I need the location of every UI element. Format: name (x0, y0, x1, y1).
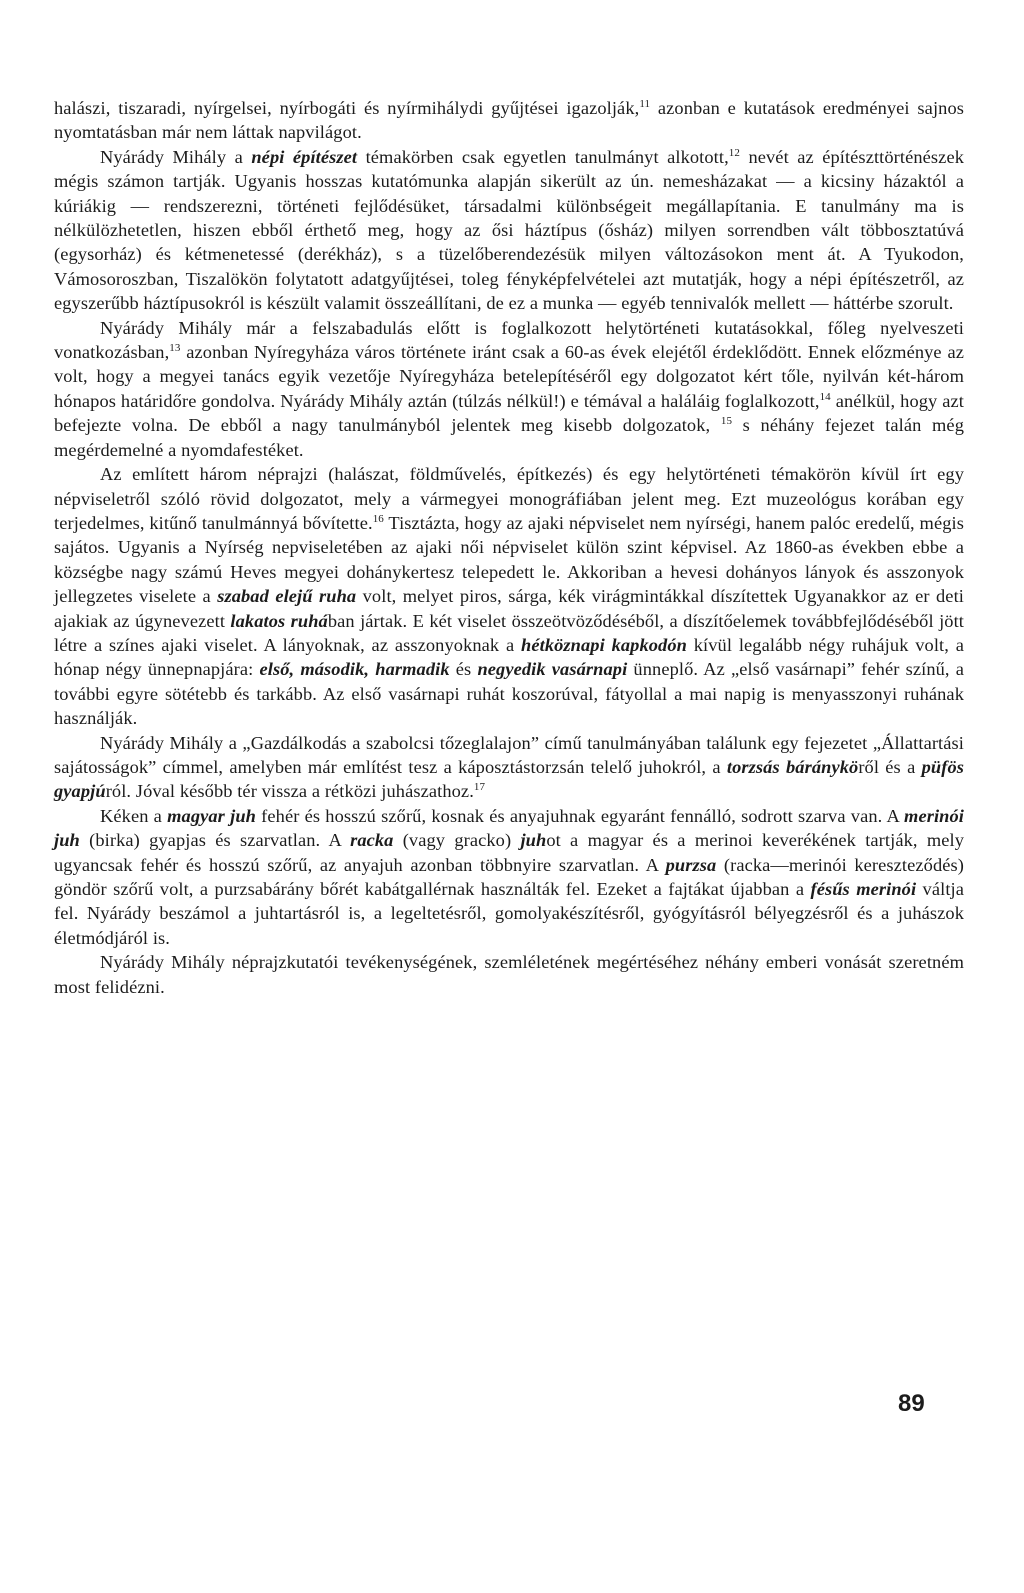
text-run: anélkül, hogy azt befejezte volna. De ebből a nagy tanulmányból jelentek meg kisebb dolgozatok, (54, 390, 964, 436)
text-run: váltja fel. Nyárády beszámol a juhtartásról is, a legeltetésről, gomolyakészítésről, gyógyításról bélyegzésről és a juhászok életmódjáról is. (54, 879, 964, 948)
italic-term: magyar juh (167, 805, 256, 826)
text-run: Nyárády Mihály a (100, 146, 252, 167)
text-run: halászi, tiszaradi, nyírgelsei, nyírbogáti és nyírmihálydi gyűjtései igazolják, (54, 98, 640, 118)
paragraph (54, 950, 964, 999)
footnote-marker: 17 (473, 781, 486, 794)
italic-term: torzsás báránykö (726, 756, 859, 777)
text-run: s néhány fejezet talán még megérdemelné a nyomdafestéket. (54, 415, 964, 460)
text-run: ről és a (858, 756, 922, 777)
footnote-marker: 16 (372, 512, 384, 525)
text-run: kívül legalább négy ruhájuk volt, a hónap négy ünnepnapjára: (54, 634, 964, 680)
italic-term: negyedik vasárnapi (477, 659, 628, 680)
text-run: ban jártak. E két viselet összeötvöződéséből, a díszítőelemek továbbfejlődéséből jött létre a színes ajaki viselet. A lányoknak, az asszonyoknak a (54, 610, 964, 655)
italic-term: racka (350, 830, 394, 851)
text-run: ról. Jóval később tér vissza a rétközi juhászathoz. (105, 781, 474, 802)
paragraph (54, 316, 964, 462)
italic-term: első, második, harmadik (259, 659, 450, 680)
footnote-marker: 12 (728, 146, 740, 159)
text-run: ot a magyar és a merinoi keverékének tartják, mely ugyancsak fehér és hosszú szőrű, az anyajuh azonban többnyire szarvatlan. A (54, 830, 964, 875)
text-run: Nyárády Mihály a „Gazdálkodás a szabolcsi tőzeglalajon” című tanulmányában találunk egy fejezetet „Állattartási sajátosságok” címmel, amelyben már említést tesz a káposztástorzsán telelő juhokról, a (54, 732, 964, 777)
footnote-marker: 11 (639, 97, 651, 110)
text-run: volt, melyet piros, sárga, kék virágmintákkal díszítettek Ugyanakkor az er deti ajakiak az úgynevezett (54, 586, 964, 631)
footnote-marker: 15 (720, 415, 733, 428)
paragraph (54, 145, 964, 316)
text-run: (racka—merinói kereszteződés) göndör szőrű volt, a purzsabárány bőrét kabátgallérnak használták fel. Ezeket a fajtákat újabban a (54, 854, 965, 899)
italic-term: népi építészet (251, 146, 358, 167)
italic-term: fésűs merinói (810, 879, 917, 899)
paragraph (54, 804, 964, 950)
text-run: (vagy gracko) (393, 830, 521, 851)
body-text (54, 96, 964, 999)
italic-term: püfös gyapjú (54, 756, 964, 802)
paragraph (54, 462, 964, 730)
italic-term: lakatos ruhá (230, 610, 328, 631)
italic-term: purzsa (665, 854, 717, 875)
text-run: Tisztázta, hogy az ajaki népviselet nem nyírségi, hanem palóc eredelű, mégis sajátos. Ugyanis a Nyírség nepviseletében az ajaki női népviselet külön szint képvisel. Az 1860-as években ebbe a községbe nagy számú Heves megyei dohánykertesz telepedett le. Akkoriban a hevesi dohányos lányok és asszonyok jellegzetes viselete a (54, 512, 964, 607)
paragraph (54, 731, 964, 804)
text-run: azonban Nyíregyháza város története iránt csak a 60-as évek elejétől érdeklődött. Ennek előzménye az volt, hogy a megyei tanács egyik vezetője Nyíregyháza betelepítéséről egy dolgozatot kért tőle, nyilván két-három hónapos határidőre gondolva. Nyárády Mihály aztán (túlzás nélkül!) e témával a haláláig foglalkozott, (54, 342, 964, 411)
text-run: Az említett három néprajzi (halászat, földművelés, építkezés) és egy helytörténeti témakörön kívül írt egy népviseletről szóló rövid dolgozatot, mely a vármegyei monográfiában jelent meg. Ezt muzeológus korában egy terjedelmes, kitűnő tanulmánnyá bővítette. (54, 464, 964, 533)
footnote-marker: 13 (169, 341, 181, 354)
text-run: Nyárády Mihály már a felszabadulás előtt is foglalkozott helytörténeti kutatásokkal, főleg nyelveszeti vonatkozásban, (54, 317, 964, 363)
footnote-marker: 14 (819, 390, 831, 403)
text-run: témakörben csak egyetlen tanulmányt alkotott, (357, 146, 729, 167)
text-run: (birka) gyapjas és szarvatlan. A (79, 830, 351, 851)
italic-term: juh (520, 830, 547, 851)
text-run: és (449, 659, 478, 680)
text-run: ünneplő. Az „első vasárnapi” fehér színű, a további egyre sötétebb és tarkább. Az első vasárnapi ruhát koszorúval, fátyollal a mai napig is menyasszonyi ruhának használják. (54, 659, 965, 729)
text-run: azonban e kutatások eredményei sajnos nyomtatásban már nem láttak napvilágot. (54, 98, 964, 143)
italic-term: merinói juh (54, 805, 965, 851)
text-run: Kéken a (100, 805, 168, 826)
page-number: 89 (898, 1390, 925, 1417)
text-run: fehér és hosszú szőrű, kosnak és anyajuhnak egyaránt fennálló, sodrott szarva van. A (255, 805, 905, 826)
text-run: nevét az építészttörténészek mégis számon tartják. Ugyanis hosszas kutatómunka alapján sikerült az ún. nemesházakat — a kicsiny házaktól a kúriákig — rendszerezni, történeti fejlődésüket, társadalmi különbségeit megállapítania. E tanulmány ma is nélkülözhetetlen, hiszen ebből érthető meg, hogy az ősi háztípus (ősház) milyen sorrendben vált többosztatúvá (egysorház) és kétmenetessé (derékház), s a tüzelőberendezésük milyen változásokon ment át. A Tyukodon, Vámosoroszban, Tiszalökön folytatott adatgyűjtései, toleg fényképfelvételei azt mutatják, hogy a népi építészetről, az egyszerűbb háztípusokról is készült valamit összeállítani, de ez a munka — egyéb tennivalók mellett — háttérbe szorult. (54, 146, 965, 314)
document-page (54, 96, 964, 999)
text-run: Nyárády Mihály néprajzkutatói tevékenységének, szemléletének megértéséhez néhány emberi vonását szeretném most felidézni. (54, 952, 964, 997)
paragraph (54, 96, 964, 145)
italic-term: hétköznapi kapkodón (521, 634, 687, 655)
italic-term: szabad elejű ruha (217, 586, 357, 607)
